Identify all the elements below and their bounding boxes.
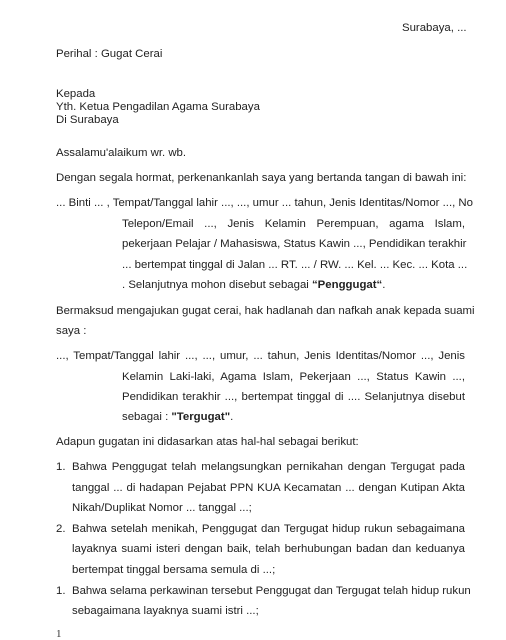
address-line-1: Yth. Ketua Pengadilan Agama Surabaya bbox=[56, 101, 260, 113]
point-2-line-3: bertempat tinggal bersama semula di ...; bbox=[72, 564, 276, 576]
plaintiff-line-5 bbox=[122, 279, 385, 291]
point-2-line-2: layaknya suami isteri dengan baik, telah berhubungan badan dan keduanya bbox=[72, 543, 465, 555]
basis-text: Adapun gugatan ini didasarkan atas hal-hal sebagai berikut: bbox=[56, 436, 359, 448]
subject-line: Perihal : Gugat Cerai bbox=[56, 48, 163, 60]
place-date: Surabaya, ... bbox=[402, 22, 467, 34]
intent-line-1: Bermaksud mengajukan gugat cerai, hak hadlanah dan nafkah anak kepada suami bbox=[56, 305, 475, 317]
point-number: 1. bbox=[56, 461, 66, 473]
point-3-line-1: Bahwa selama perkawinan tersebut Penggugat dan Tergugat telah hidup rukun bbox=[72, 585, 471, 597]
plaintiff-line-5-text: . Selanjutnya mohon disebut sebagai bbox=[122, 279, 312, 291]
page-number: 1 bbox=[56, 628, 62, 640]
point-1-line-2: tanggal ... di hadapan Pejabat PPN KUA Kecamatan ... dengan Kutipan Akta bbox=[72, 482, 465, 494]
defendant-line-4-text: sebagai : bbox=[122, 411, 172, 423]
point-2-line-1: Bahwa setelah menikah, Penggugat dan Tergugat hidup rukun sebagaimana bbox=[72, 523, 465, 535]
plaintiff-line-3: pekerjaan Pelajar / Mahasiswa, Status Kawin ..., Pendidikan terakhir bbox=[122, 238, 467, 250]
plaintiff-line-5-end: . bbox=[382, 279, 386, 291]
defendant-line-2: Kelamin Laki-laki, Agama Islam, Pekerjaan ..., Status Kawin ..., bbox=[122, 371, 465, 383]
address-to: Kepada bbox=[56, 88, 96, 100]
plaintiff-line-1: ... Binti ... , Tempat/Tanggal lahir ..., ..., umur ... tahun, Jenis Identitas/Nomor ..., No bbox=[56, 197, 473, 209]
greeting: Assalamu'alaikum wr. wb. bbox=[56, 147, 187, 159]
point-1-line-3: Nikah/Duplikat Nomor ... tanggal ...; bbox=[72, 502, 252, 514]
defendant-line-4-end: . bbox=[230, 411, 234, 423]
point-number: 1. bbox=[56, 585, 66, 597]
intro-text: Dengan segala hormat, perkenankanlah saya yang bertanda tangan di bawah ini: bbox=[56, 172, 467, 184]
plaintiff-line-2: Telepon/Email ..., Jenis Kelamin Perempuan, agama Islam, bbox=[122, 218, 465, 230]
defendant-line-3: Pendidikan terakhir ..., bertempat tinggal di .... Selanjutnya disebut bbox=[122, 391, 465, 403]
defendant-line-4 bbox=[122, 411, 233, 423]
defendant-role: "Tergugat" bbox=[171, 411, 231, 423]
point-3-line-2: sebagaimana layaknya suami istri ...; bbox=[72, 605, 259, 617]
point-1-line-1: Bahwa Penggugat telah melangsungkan pernikahan dengan Tergugat pada bbox=[72, 461, 465, 473]
plaintiff-role: “Penggugat“ bbox=[311, 279, 383, 291]
intent-line-2: saya : bbox=[56, 325, 87, 337]
defendant-line-1: ..., Tempat/Tanggal lahir ..., ..., umur, ... tahun, Jenis Identitas/Nomor ..., Jenis bbox=[56, 350, 465, 362]
point-number: 2. bbox=[56, 523, 66, 535]
address-line-2: Di Surabaya bbox=[56, 114, 119, 126]
plaintiff-line-4: ... bertempat tinggal di Jalan ... RT. ... / RW. ... Kel. ... Kec. ... Kota ... bbox=[122, 259, 468, 271]
